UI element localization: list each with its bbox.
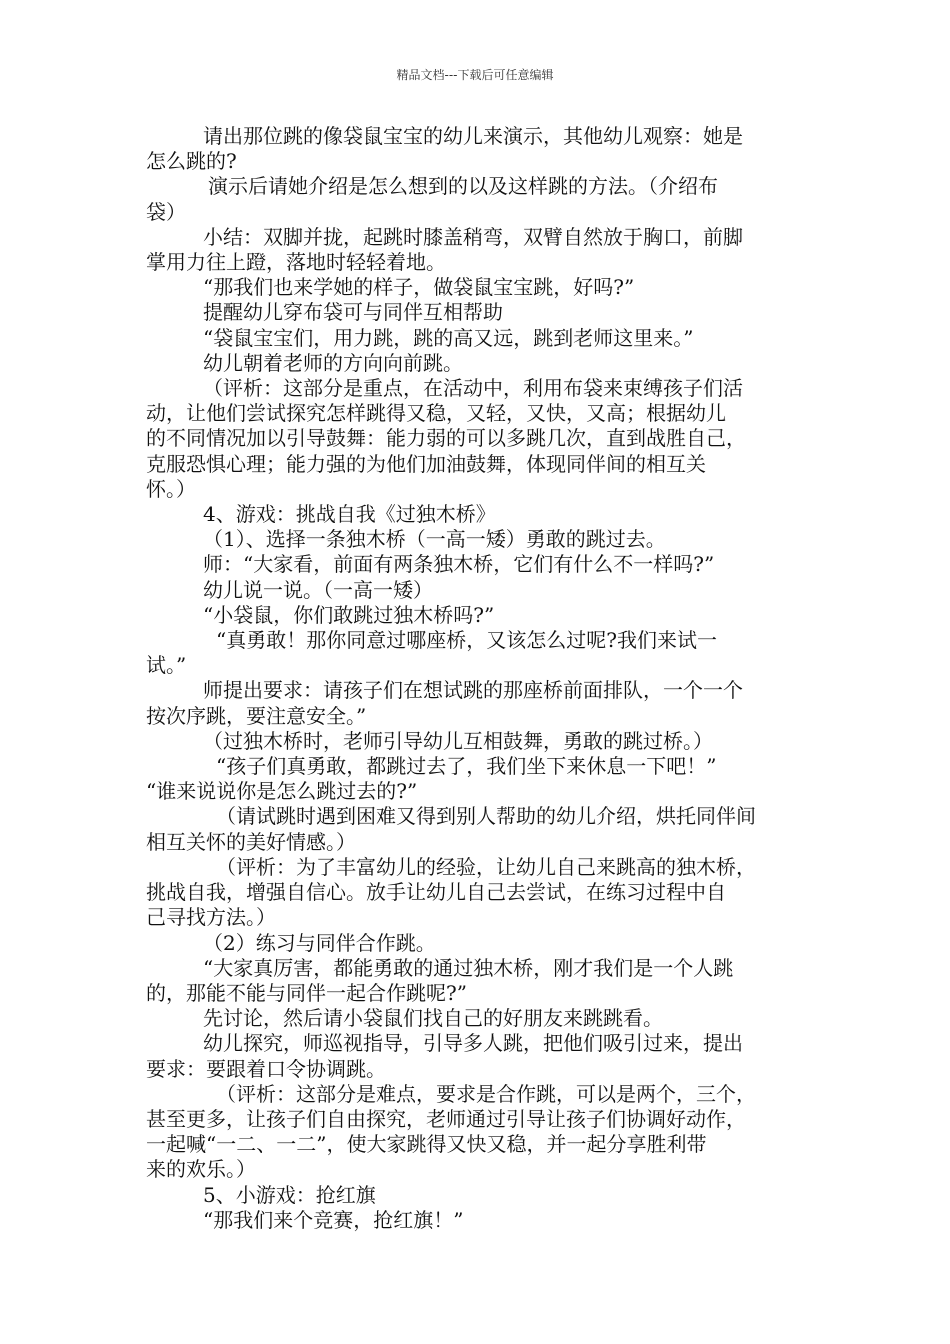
text-line: 怀。）: [146, 476, 196, 501]
text-line: “大家真厉害，都能勇敢的通过独木桥，刚才我们是一个人跳: [203, 955, 734, 980]
text-line: “真勇敢！那你同意过哪座桥，又该怎么过呢?我们来试一: [216, 628, 717, 653]
text-line: 演示后请她介绍是怎么想到的以及这样跳的方法。（介绍布: [208, 174, 718, 199]
text-line: 4、游戏：挑战自我《过独木桥》: [203, 502, 496, 527]
text-line: 一起喊“一二、一二”，使大家跳得又快又稳，并一起分享胜利带: [146, 1132, 707, 1157]
text-line: 的，那能不能与同伴一起合作跳呢?”: [146, 980, 467, 1005]
text-line: “袋鼠宝宝们，用力跳，跳的高又远，跳到老师这里来。”: [203, 325, 694, 350]
page-header: 精品文档---下载后可任意编辑: [396, 68, 554, 82]
text-line: 请出那位跳的像袋鼠宝宝的幼儿来演示，其他幼儿观察：她是: [203, 124, 743, 148]
text-line: 5、小游戏：抢红旗: [203, 1182, 376, 1207]
text-line: “那我们来个竞赛，抢红旗！”: [203, 1207, 464, 1232]
text-line: 幼儿探究，师巡视指导，引导多人跳，把他们吸引过来，提出: [203, 1031, 743, 1056]
text-line: （评析：为了丰富幼儿的经验，让幼儿自己来跳高的独木桥，: [216, 854, 756, 879]
text-line: “孩子们真勇敢，都跳过去了，我们坐下来休息一下吧！”: [216, 754, 717, 779]
text-line: （评析：这部分是重点，在活动中，利用布袋来束缚孩子们活: [203, 376, 743, 401]
text-line: 挑战自我，增强自信心。放手让幼儿自己去尝试，在练习过程中自: [146, 880, 726, 905]
text-line: （1）、选择一条独木桥（一高一矮）勇敢的跳过去。: [203, 527, 666, 552]
text-line: 的不同情况加以引导鼓舞：能力弱的可以多跳几次，直到战胜自己，: [146, 426, 746, 451]
text-line: 克服恐惧心理；能力强的为他们加油鼓舞，体现同伴间的相互关: [146, 451, 706, 476]
text-line: 要求：要跟着口令协调跳。: [146, 1056, 386, 1081]
text-line: “小袋鼠，你们敢跳过独木桥吗?”: [203, 602, 495, 627]
text-line: 师：“大家看，前面有两条独木桥，它们有什么不一样吗?”: [203, 552, 715, 577]
text-line: 袋）: [146, 199, 186, 224]
text-line: （2）练习与同伴合作跳。: [203, 930, 436, 955]
text-line: 动，让他们尝试探究怎样跳得又稳，又轻，又快，又高；根据幼儿: [146, 401, 726, 426]
text-line: “那我们也来学她的样子，做袋鼠宝宝跳，好吗?”: [203, 275, 635, 300]
text-line: 甚至更多，让孩子们自由探究，老师通过引导让孩子们协调好动作，: [146, 1106, 746, 1131]
text-line: “谁来说说你是怎么跳过去的?”: [146, 779, 418, 804]
text-line: 己寻找方法。）: [146, 905, 276, 930]
text-line: （评析：这部分是难点，要求是合作跳，可以是两个，三个，: [216, 1081, 756, 1106]
text-line: （请试跳时遇到困难又得到别人帮助的幼儿介绍，烘托同伴间: [216, 804, 756, 829]
document-body: [146, 124, 816, 1233]
text-line: 掌用力往上蹬，落地时轻轻着地。: [146, 250, 446, 275]
text-line: 师提出要求：请孩子们在想试跳的那座桥前面排队，一个一个: [203, 678, 743, 703]
text-line: 按次序跳，要注意安全。”: [146, 703, 367, 728]
text-line: 幼儿说一说。（一高一矮）: [203, 577, 433, 602]
text-line: 提醒幼儿穿布袋可与同伴互相帮助: [203, 300, 503, 325]
text-line: 幼儿朝着老师的方向向前跳。: [203, 350, 463, 375]
text-line: 相互关怀的美好情感。）: [146, 829, 356, 854]
text-line: 来的欢乐。）: [146, 1157, 256, 1182]
text-line: （过独木桥时，老师引导幼儿互相鼓舞，勇敢的跳过桥。）: [203, 728, 713, 753]
text-line: 先讨论，然后请小袋鼠们找自己的好朋友来跳跳看。: [203, 1006, 663, 1031]
text-line: 怎么跳的?: [146, 149, 237, 174]
text-line: 试。”: [146, 653, 187, 678]
text-line: 小结：双脚并拢，起跳时膝盖稍弯，双臂自然放于胸口，前脚: [203, 224, 743, 249]
